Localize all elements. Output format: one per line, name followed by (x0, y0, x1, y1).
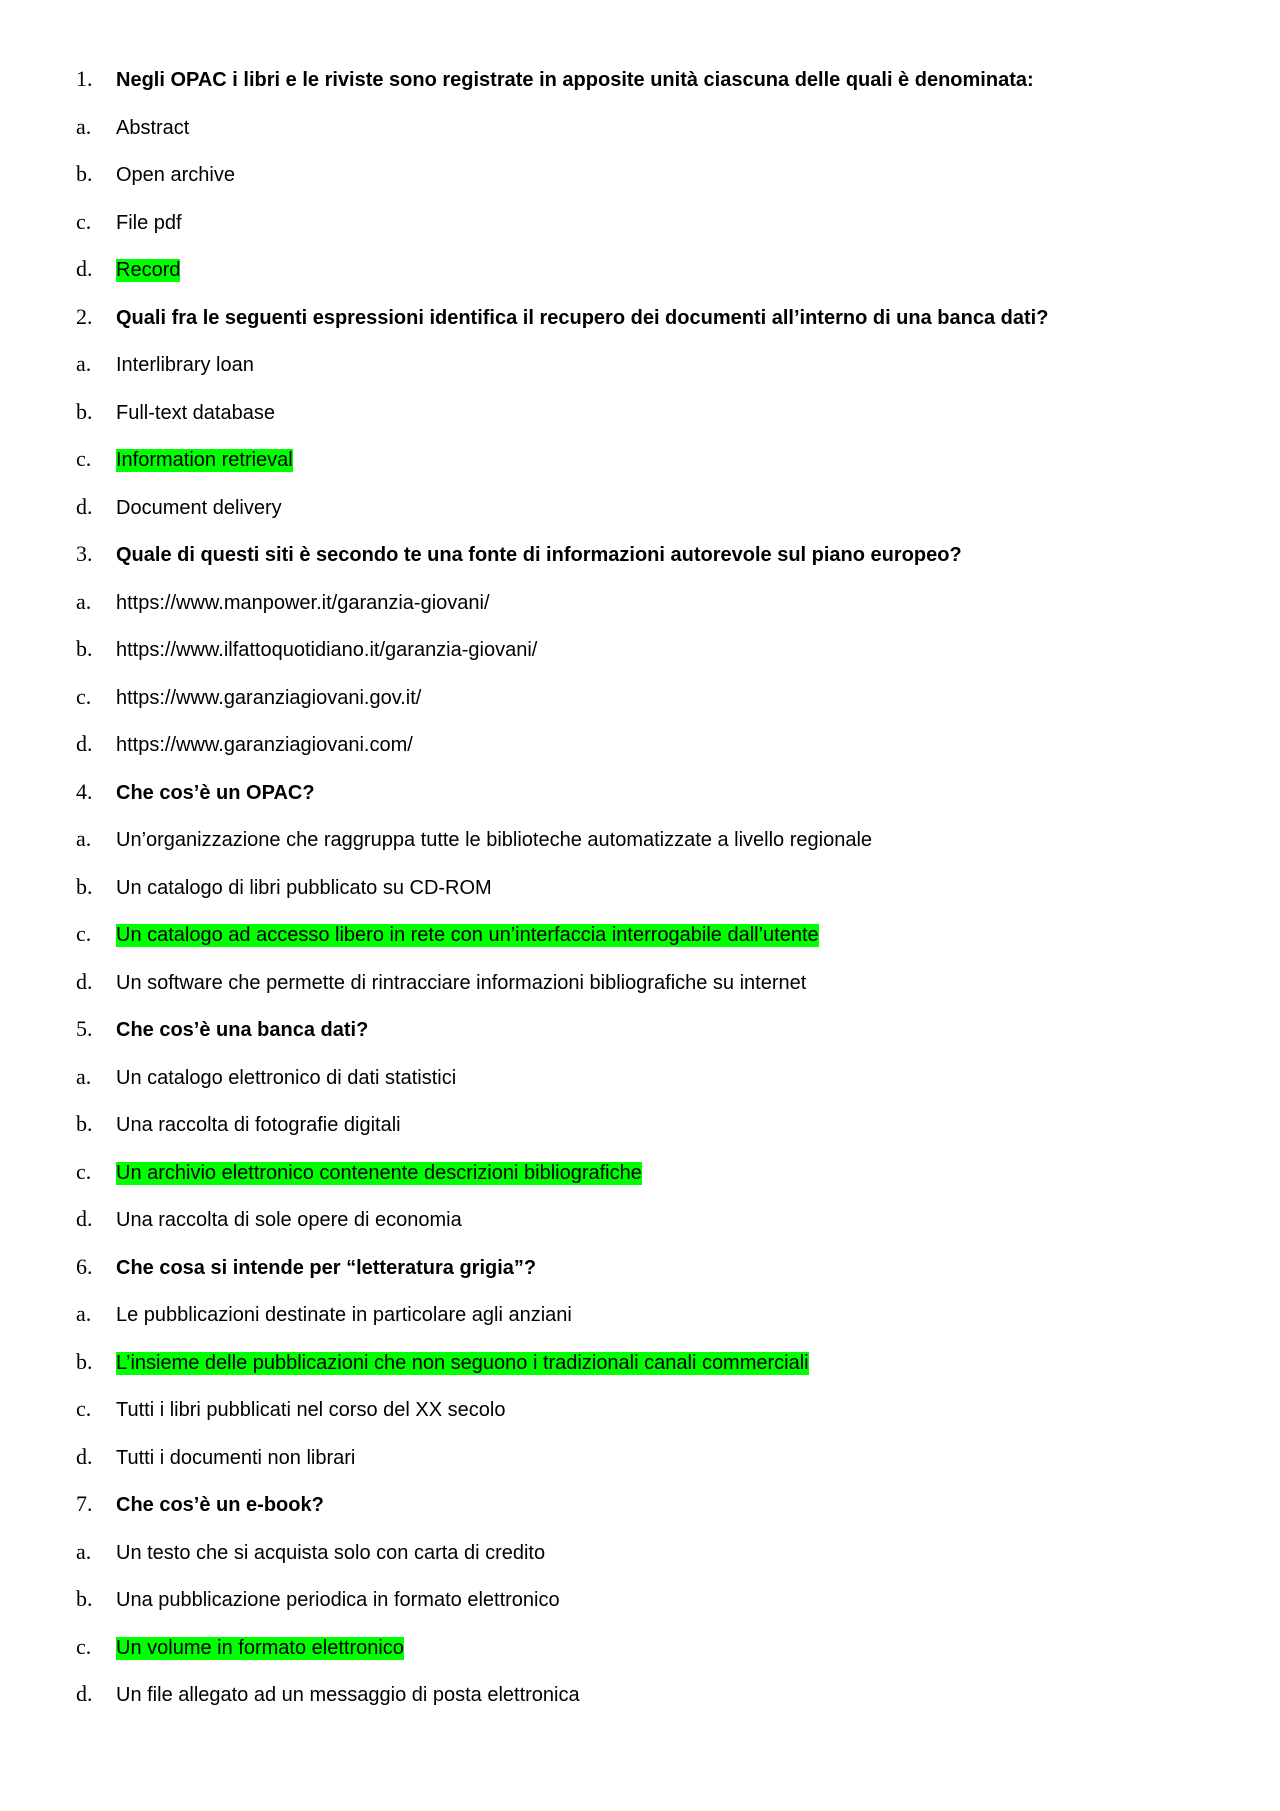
answer-option (0, 921, 1280, 969)
option-text: Un catalogo di libri pubblicato su CD-ROM (116, 876, 492, 899)
option-text: https://www.garanziagiovani.com/ (116, 734, 413, 756)
question-3 (0, 541, 1280, 589)
option-letter: b. (76, 161, 93, 186)
answer-option (0, 256, 1280, 304)
option-text: Un file allegato ad un messaggio di posta elettronica (116, 1684, 580, 1706)
answer-option (0, 1064, 1280, 1112)
correct-answer-highlight: Un volume in formato elettronico (116, 1636, 404, 1659)
question-number: 5. (76, 1016, 93, 1041)
answer-option (0, 684, 1280, 732)
question-number: 4. (76, 778, 93, 804)
question-6 (0, 1254, 1280, 1302)
answer-option (0, 1349, 1280, 1397)
option-letter: a. (76, 1301, 92, 1326)
answer-option (0, 826, 1280, 874)
option-letter: a. (76, 351, 92, 376)
question-text: Quale di questi siti è secondo te una fonte di informazioni autorevole sul piano europeo? (116, 544, 962, 566)
answer-option (0, 1301, 1280, 1349)
answer-option (0, 636, 1280, 684)
option-text: Open archive (116, 164, 235, 186)
option-text: Una raccolta di fotografie digitali (116, 1114, 401, 1136)
option-letter: c. (76, 1633, 92, 1659)
answer-option (0, 161, 1280, 209)
answer-option (0, 1586, 1280, 1634)
answer-option (0, 399, 1280, 447)
answer-option (0, 589, 1280, 637)
question-number: 3. (76, 541, 93, 566)
option-text: Interlibrary loan (116, 354, 254, 376)
answer-option (0, 1206, 1280, 1254)
answer-option (0, 1539, 1280, 1587)
answer-option (0, 1111, 1280, 1159)
option-text: https://www.garanziagiovani.gov.it/ (116, 686, 422, 709)
option-letter: c. (76, 446, 92, 471)
option-letter: a. (76, 588, 92, 614)
option-letter: b. (76, 636, 93, 661)
option-text: https://www.manpower.it/garanzia-giovani/ (116, 591, 490, 614)
option-letter: b. (76, 1348, 93, 1374)
option-letter: d. (76, 1206, 93, 1231)
answer-option (0, 209, 1280, 257)
question-text: Negli OPAC i libri e le riviste sono registrate in apposite unità ciascuna delle quali è denominata: (116, 69, 1034, 91)
option-letter: b. (76, 873, 93, 899)
option-letter: d. (76, 493, 93, 519)
answer-option (0, 351, 1280, 399)
option-text: Tutti i documenti non librari (116, 1446, 356, 1469)
question-5 (0, 1016, 1280, 1064)
correct-answer-highlight: L’insieme delle pubblicazioni che non seguono i tradizionali canali commerciali (116, 1351, 809, 1374)
question-4 (0, 779, 1280, 827)
option-text: Tutti i libri pubblicati nel corso del XX secolo (116, 1399, 506, 1421)
option-letter: d. (76, 256, 93, 281)
answer-option (0, 1634, 1280, 1682)
question-text: Che cos’è un e-book? (116, 1494, 324, 1516)
answer-option (0, 1396, 1280, 1444)
option-letter: b. (76, 1586, 93, 1611)
question-7 (0, 1491, 1280, 1539)
question-number: 1. (76, 66, 93, 91)
option-letter: c. (76, 921, 92, 946)
option-letter: c. (76, 1396, 92, 1421)
option-letter: d. (76, 731, 93, 756)
correct-answer-highlight: Un archivio elettronico contenente descrizioni bibliografiche (116, 1161, 642, 1184)
question-number: 2. (76, 303, 93, 329)
answer-option (0, 114, 1280, 162)
answer-option (0, 446, 1280, 494)
option-text: https://www.ilfattoquotidiano.it/garanzia-giovani/ (116, 639, 538, 661)
question-number: 6. (76, 1253, 93, 1279)
option-text: Un’organizzazione che raggruppa tutte le biblioteche automatizzate a livello regionale (116, 829, 873, 851)
option-text: Una raccolta di sole opere di economia (116, 1209, 462, 1231)
answer-option (0, 1681, 1280, 1729)
option-letter: d. (76, 1681, 93, 1706)
question-1 (0, 66, 1280, 114)
question-text: Che cos’è un OPAC? (116, 781, 315, 804)
answer-option (0, 1444, 1280, 1492)
answer-option (0, 1159, 1280, 1207)
option-letter: c. (76, 208, 92, 234)
option-letter: b. (76, 1111, 93, 1136)
answer-option (0, 731, 1280, 779)
option-letter: d. (76, 1443, 93, 1469)
option-letter: a. (76, 113, 92, 139)
option-text: File pdf (116, 211, 182, 234)
option-letter: c. (76, 683, 92, 709)
option-text: Un catalogo elettronico di dati statistici (116, 1066, 457, 1089)
question-number: 7. (76, 1491, 93, 1516)
option-text: Abstract (116, 116, 190, 139)
correct-answer-highlight: Information retrieval (116, 449, 293, 471)
quiz-document (0, 66, 1280, 1729)
answer-option (0, 874, 1280, 922)
option-text: Un testo che si acquista solo con carta di credito (116, 1541, 546, 1564)
option-text: Full-text database (116, 401, 275, 424)
option-letter: a. (76, 1063, 92, 1089)
question-2 (0, 304, 1280, 352)
option-letter: d. (76, 968, 93, 994)
answer-option (0, 969, 1280, 1017)
option-letter: a. (76, 1538, 92, 1564)
question-text: Quali fra le seguenti espressioni identifica il recupero dei documenti all’interno di una banca dati? (116, 306, 1049, 329)
option-text: Document delivery (116, 496, 282, 519)
correct-answer-highlight: Un catalogo ad accesso libero in rete con un’interfaccia interrogabile dall’utente (116, 924, 819, 946)
option-letter: b. (76, 398, 93, 424)
question-text: Che cosa si intende per “letteratura grigia”? (116, 1256, 537, 1279)
answer-option (0, 494, 1280, 542)
option-letter: a. (76, 826, 92, 851)
option-letter: c. (76, 1158, 92, 1184)
option-text: Una pubblicazione periodica in formato elettronico (116, 1589, 560, 1611)
correct-answer-highlight: Record (116, 259, 181, 281)
question-text: Che cos’è una banca dati? (116, 1019, 369, 1041)
option-text: Un software che permette di rintracciare informazioni bibliografiche su internet (116, 971, 807, 994)
option-text: Le pubblicazioni destinate in particolare agli anziani (116, 1304, 572, 1326)
